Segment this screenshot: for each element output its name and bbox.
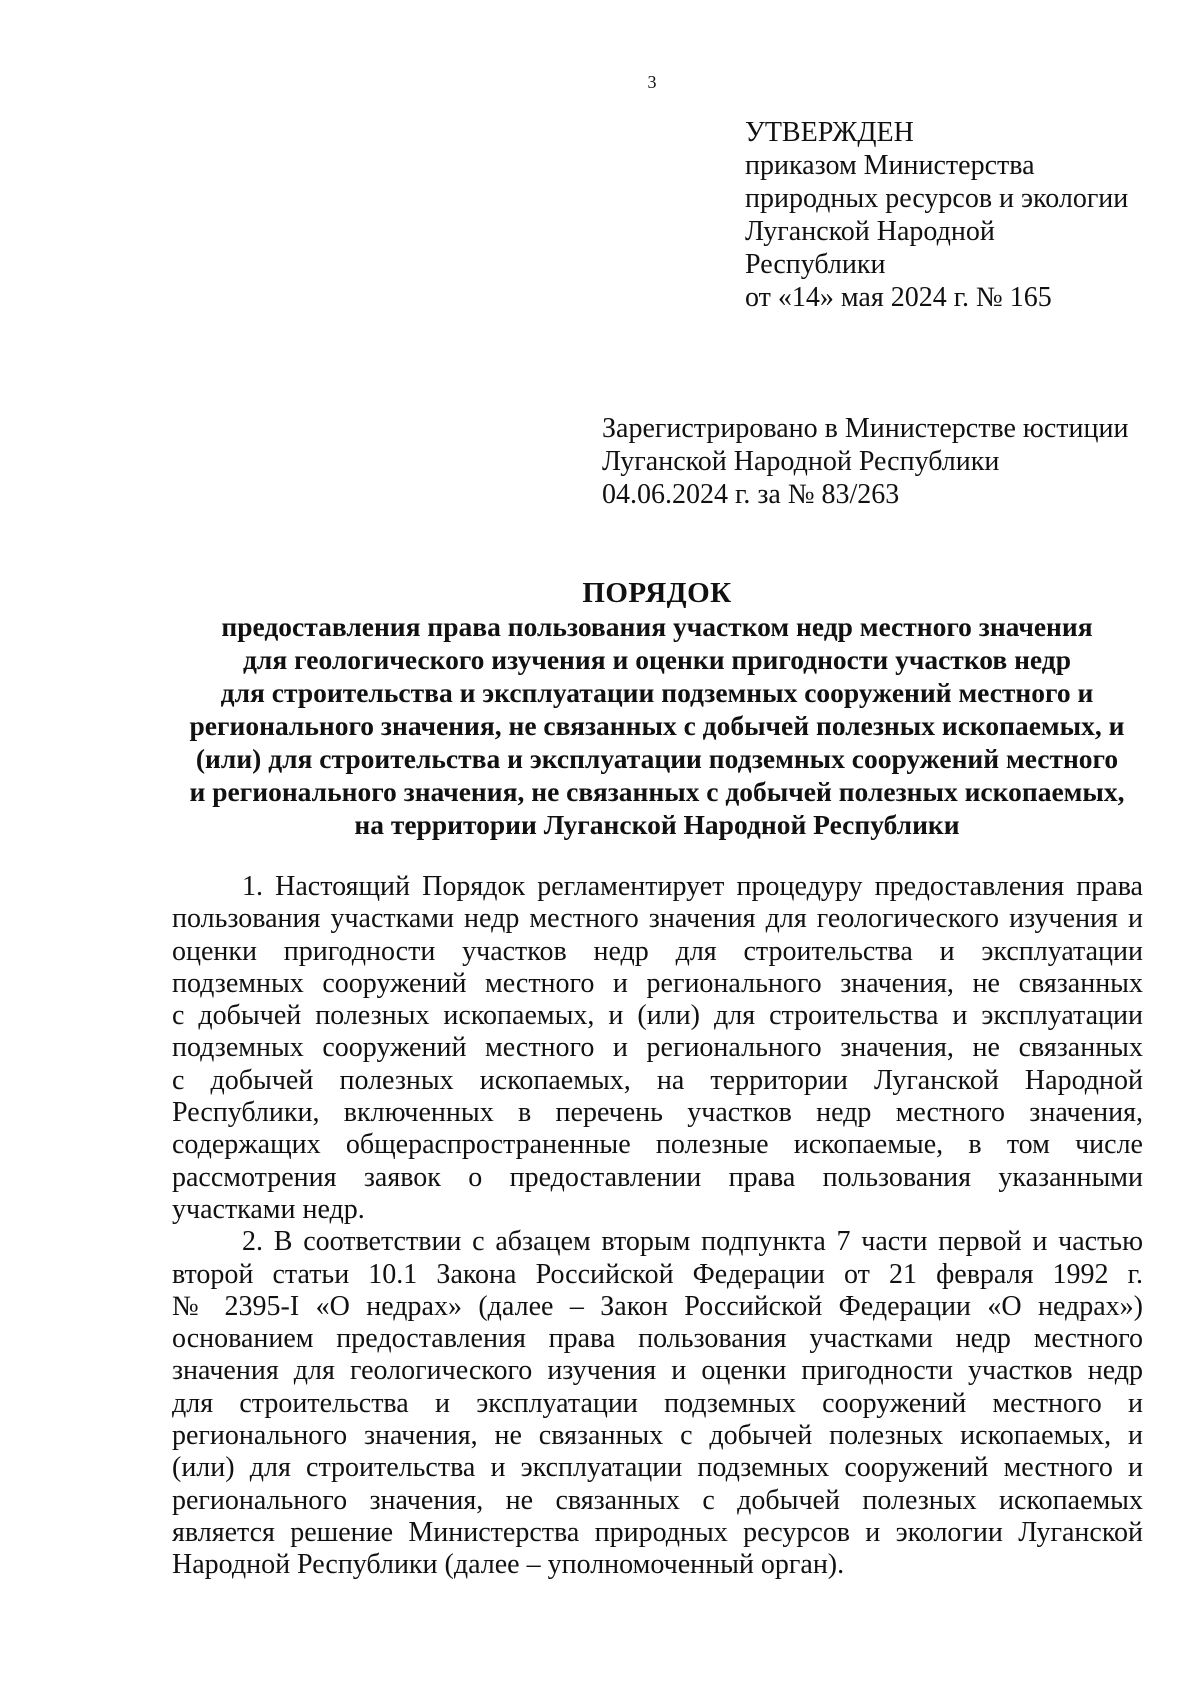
title-line: и регионального значения, не связанных с добычей полезных ископаемых, bbox=[189, 776, 1125, 807]
title-line: регионального значения, не связанных с добычей полезных ископаемых, и bbox=[189, 710, 1125, 741]
text-line: с добычей полезных ископаемых, и (или) для строительства и эксплуатации bbox=[172, 1000, 1143, 1032]
approval-line: Республики bbox=[745, 249, 886, 280]
text-line: оценки пригодности участков недр для строительства и эксплуатации bbox=[172, 935, 1143, 967]
title-line: для строительства и эксплуатации подземных сооружений местного и bbox=[220, 677, 1094, 708]
text-line: № 2395-I «О недрах» (далее – Закон Российской Федерации «О недрах») bbox=[172, 1290, 1143, 1322]
registration-note bbox=[602, 412, 1162, 511]
title-line: для геологического изучения и оценки пригодности участков недр bbox=[243, 644, 1071, 675]
approval-stamp bbox=[745, 116, 1165, 314]
text-line: 2. В соответствии с абзацем вторым подпункта 7 части первой и частью bbox=[242, 1226, 1143, 1258]
registration-line: 04.06.2024 г. за № 83/263 bbox=[602, 479, 900, 510]
text-line: Народной Республики (далее – уполномоченный орган). bbox=[172, 1549, 845, 1581]
document-body bbox=[172, 871, 1143, 1582]
title-heading: ПОРЯДОК bbox=[582, 577, 732, 609]
text-line: (или) для строительства и эксплуатации подземных сооружений местного и bbox=[172, 1452, 1143, 1484]
text-line: основанием предоставления права пользования участками недр местного bbox=[172, 1323, 1143, 1355]
text-line: 1. Настоящий Порядок регламентирует процедуру предоставления права bbox=[242, 871, 1143, 902]
text-line: для строительства и эксплуатации подземных сооружений местного и bbox=[172, 1387, 1143, 1419]
text-line: рассмотрения заявок о предоставлении права пользования указанными bbox=[172, 1161, 1143, 1193]
approval-line: приказом Министерства bbox=[745, 150, 1035, 181]
text-line: с добычей полезных ископаемых, на территории Луганской Народной bbox=[172, 1064, 1143, 1096]
text-line: Республики, включенных в перечень участков недр местного значения, bbox=[172, 1097, 1143, 1129]
approval-line: Луганской Народной bbox=[745, 216, 995, 247]
text-line: участками недр. bbox=[172, 1193, 365, 1225]
approval-line: природных ресурсов и экологии bbox=[745, 183, 1129, 214]
text-line: регионального значения, не связанных с добычей полезных ископаемых bbox=[172, 1484, 1143, 1516]
paragraph-1 bbox=[172, 871, 1143, 1226]
approval-line: от «14» мая 2024 г. № 165 bbox=[745, 282, 1052, 313]
approval-line: УТВЕРЖДЕН bbox=[745, 117, 914, 148]
text-line: подземных сооружений местного и регионального значения, не связанных bbox=[172, 1032, 1143, 1064]
registration-line: Луганской Народной Республики bbox=[602, 446, 1000, 477]
text-line: пользования участками недр местного значения для геологического изучения и bbox=[172, 903, 1143, 935]
text-line: второй статьи 10.1 Закона Российской Федерации от 21 февраля 1992 г. bbox=[172, 1258, 1143, 1290]
title-line: предоставления права пользования участком недр местного значения bbox=[221, 611, 1093, 642]
text-line: регионального значения, не связанных с добычей полезных ископаемых, и bbox=[172, 1420, 1143, 1452]
title-line: (или) для строительства и эксплуатации подземных сооружений местного bbox=[195, 743, 1119, 774]
registration-line: Зарегистрировано в Министерстве юстиции bbox=[602, 413, 1129, 444]
text-line: является решение Министерства природных ресурсов и экологии Луганской bbox=[172, 1516, 1143, 1548]
title-line: на территории Луганской Народной Республики bbox=[354, 809, 960, 840]
text-line: подземных сооружений местного и регионального значения, не связанных bbox=[172, 967, 1143, 999]
paragraph-2 bbox=[172, 1226, 1143, 1581]
text-line: значения для геологического изучения и оценки пригодности участков недр bbox=[172, 1355, 1143, 1387]
document-title bbox=[172, 577, 1142, 841]
text-line: содержащих общераспространенные полезные ископаемые, в том числе bbox=[172, 1129, 1143, 1161]
page-number: 3 bbox=[647, 72, 657, 92]
